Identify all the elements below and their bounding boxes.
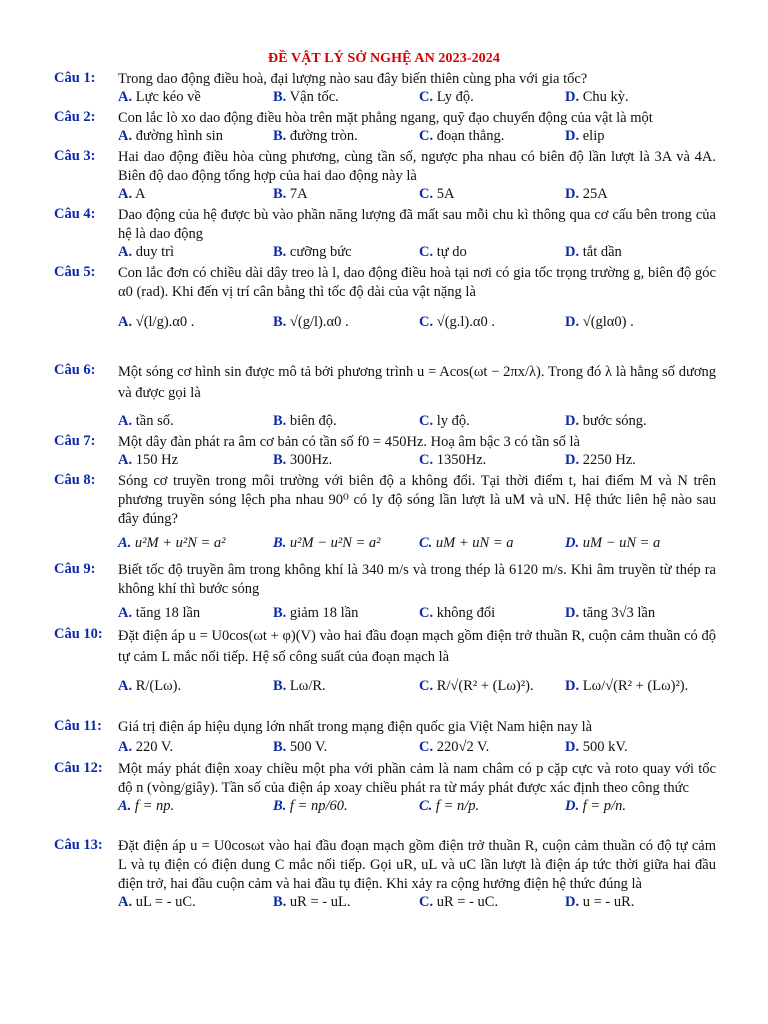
option-a: A. u²M + u²N = a² bbox=[118, 535, 226, 551]
question-stem: Một máy phát điện xoay chiều một pha với phần cảm là nam châm có p cặp cực và roto quay với tốc độ n (vòng/giây). Tần số của điện áp xoay chiều phát ra từ máy phát được xác định theo công thức bbox=[118, 761, 716, 796]
question-5 bbox=[54, 264, 716, 346]
question-12 bbox=[54, 760, 716, 817]
question-number: Câu 1: bbox=[54, 70, 96, 86]
options-row bbox=[118, 452, 716, 471]
option-b: B. f = np/60. bbox=[273, 798, 348, 814]
option-c: C. Ly độ. bbox=[419, 89, 474, 105]
options-row bbox=[118, 186, 716, 205]
option-c: C. R/√(R² + (Lω)²). bbox=[419, 678, 534, 694]
option-a: A. duy trì bbox=[118, 244, 174, 260]
option-a: A. A bbox=[118, 186, 146, 202]
option-b: B. 500 V. bbox=[273, 739, 328, 755]
question-6 bbox=[54, 362, 716, 432]
option-d: D. elip bbox=[565, 128, 605, 144]
question-stem: Con lắc lò xo dao động điều hòa trên mặt phẳng ngang, quỹ đạo chuyển động của vật là một bbox=[118, 110, 653, 126]
option-b: B. u²M − u²N = a² bbox=[273, 535, 381, 551]
options-row bbox=[118, 89, 716, 108]
question-number: Câu 9: bbox=[54, 561, 96, 577]
option-d: D. √(glα0) . bbox=[565, 314, 634, 330]
question-number: Câu 7: bbox=[54, 433, 96, 449]
question-number: Câu 2: bbox=[54, 109, 96, 125]
options-row bbox=[118, 244, 716, 263]
question-number: Câu 11: bbox=[54, 718, 102, 734]
option-d: D. tăng 3√3 lần bbox=[565, 605, 656, 621]
option-d: D. f = p/n. bbox=[565, 798, 626, 814]
options-row bbox=[118, 739, 716, 758]
option-d: D. 500 kV. bbox=[565, 739, 628, 755]
option-b: B. giảm 18 lần bbox=[273, 605, 359, 621]
option-c: C. uM + uN = a bbox=[419, 535, 514, 551]
question-4 bbox=[54, 206, 716, 263]
option-c: C. tự do bbox=[419, 244, 467, 260]
option-b: B. Vận tốc. bbox=[273, 89, 339, 105]
option-c: C. 1350Hz. bbox=[419, 452, 487, 468]
options-row bbox=[118, 535, 716, 554]
option-d: D. Chu kỳ. bbox=[565, 89, 629, 105]
option-a: A. Lực kéo về bbox=[118, 89, 201, 105]
question-1 bbox=[54, 70, 716, 108]
question-stem: Một sóng cơ hình sin được mô tả bởi phương trình u = Acos(ωt − 2πx/λ). Trong đó λ là hằng số dương và được gọi là bbox=[118, 364, 716, 401]
option-c: C. đoạn thẳng. bbox=[419, 128, 505, 144]
question-stem: Trong dao động điều hoà, đại lượng nào sau đây biến thiên cùng pha với gia tốc? bbox=[118, 71, 588, 87]
option-a: A. uL = - uC. bbox=[118, 894, 196, 910]
question-number: Câu 5: bbox=[54, 264, 96, 280]
question-stem: Biết tốc độ truyền âm trong không khí là 340 m/s và trong thép là 6120 m/s. Khi âm truyền từ thép ra không khí thì bước sóng bbox=[118, 562, 716, 597]
option-b: B. biên độ. bbox=[273, 413, 337, 429]
option-d: D. Lω/√(R² + (Lω)²). bbox=[565, 678, 689, 694]
option-d: D. 2250 Hz. bbox=[565, 452, 636, 468]
question-8 bbox=[54, 472, 716, 554]
option-a: A. đường hình sin bbox=[118, 128, 223, 144]
option-a: A. tần số. bbox=[118, 413, 174, 429]
option-b: B. đường tròn. bbox=[273, 128, 358, 144]
exam-title: ĐỀ VẬT LÝ SỞ NGHỆ AN 2023-2024 bbox=[268, 51, 500, 66]
options-row bbox=[118, 605, 716, 624]
options-row bbox=[118, 894, 716, 913]
option-a: A. tăng 18 lần bbox=[118, 605, 201, 621]
question-2 bbox=[54, 109, 716, 147]
question-11 bbox=[54, 718, 716, 758]
option-d: D. 25A bbox=[565, 186, 608, 202]
question-stem: Sóng cơ truyền trong môi trường với biên độ a không đổi. Tại thời điểm t, hai điểm M và N trên phương truyền sóng lệch pha nhau 90⁰ có ly độ sóng lần lượt là uM và uN. Hệ thức liên hệ nào sau đây đúng? bbox=[118, 473, 716, 527]
question-number: Câu 8: bbox=[54, 472, 96, 488]
question-stem: Hai dao động điều hòa cùng phương, cùng tần số, ngược pha nhau có biên độ lần lượt là 3A và 4A. Biên độ dao động tổng hợp của hai dao động này là bbox=[118, 149, 716, 184]
option-a: A. 220 V. bbox=[118, 739, 174, 755]
options-row bbox=[118, 128, 716, 147]
option-c: C. không đổi bbox=[419, 605, 496, 621]
option-d: D. u = - uR. bbox=[565, 894, 635, 910]
option-b: B. √(g/l).α0 . bbox=[273, 314, 349, 330]
question-stem: Đặt điện áp u = U0cos(ωt + φ)(V) vào hai đầu đoạn mạch gồm điện trở thuần R, cuộn cảm thuần có độ tự cảm L mắc nối tiếp. Hệ số công suất của đoạn mạch là bbox=[118, 628, 716, 665]
option-b: B. 7A bbox=[273, 186, 308, 202]
question-3 bbox=[54, 148, 716, 205]
options-row bbox=[118, 798, 716, 817]
option-c: C. 220√2 V. bbox=[419, 739, 490, 755]
question-stem: Đặt điện áp u = U0cosωt vào hai đầu đoạn mạch gồm điện trở thuần R, cuộn cảm thuần có độ tự cảm L và tụ điện có điện dung C mắc nối tiếp. Gọi uR, uL và uC lần lượt là điện áp tức thời giữa hai đầu điện trở, hai đầu cuộn cảm và hai đầu tụ điện. Khi xảy ra cộng hưởng điện hệ thức đúng là bbox=[118, 838, 716, 892]
option-c: C. uR = - uC. bbox=[419, 894, 499, 910]
option-d: D. uM − uN = a bbox=[565, 535, 661, 551]
options-row bbox=[118, 413, 716, 432]
option-b: B. 300Hz. bbox=[273, 452, 333, 468]
options-row bbox=[118, 672, 716, 710]
question-stem: Giá trị điện áp hiệu dụng lớn nhất trong mạng điện quốc gia Việt Nam hiện nay là bbox=[118, 719, 593, 735]
question-number: Câu 10: bbox=[54, 626, 103, 642]
option-c: C. ly độ. bbox=[419, 413, 470, 429]
option-a: A. R/(Lω). bbox=[118, 678, 182, 694]
option-b: B. Lω/R. bbox=[273, 678, 326, 694]
options-row bbox=[118, 308, 716, 346]
option-a: A. f = np. bbox=[118, 798, 175, 814]
question-stem: Một dây đàn phát ra âm cơ bản có tần số f0 = 450Hz. Hoạ âm bậc 3 có tần số là bbox=[118, 434, 580, 450]
question-7 bbox=[54, 433, 716, 471]
question-13 bbox=[54, 837, 716, 913]
question-number: Câu 3: bbox=[54, 148, 96, 164]
option-c: C. √(g.l).α0 . bbox=[419, 314, 495, 330]
option-a: A. √(l/g).α0 . bbox=[118, 314, 195, 330]
question-stem: Dao động của hệ được bù vào phần năng lượng đã mất sau mỗi chu kì thông qua cơ cấu bên trong của hệ là dao động bbox=[118, 207, 716, 242]
question-10 bbox=[54, 626, 716, 710]
option-b: B. cưỡng bức bbox=[273, 244, 352, 260]
question-9 bbox=[54, 561, 716, 624]
question-stem: Con lắc đơn có chiều dài dây treo là l, dao động điều hoà tại nơi có gia tốc trọng trường g, biên độ góc α0 (rad). Khi đến vị trí cân bằng thì tốc độ dài của vật nặng là bbox=[118, 265, 716, 300]
option-d: D. bước sóng. bbox=[565, 413, 647, 429]
option-d: D. tắt dần bbox=[565, 244, 622, 260]
question-number: Câu 13: bbox=[54, 837, 103, 853]
question-number: Câu 6: bbox=[54, 362, 96, 378]
question-number: Câu 4: bbox=[54, 206, 96, 222]
option-c: C. f = n/p. bbox=[419, 798, 480, 814]
option-a: A. 150 Hz bbox=[118, 452, 179, 468]
question-number: Câu 12: bbox=[54, 760, 103, 776]
option-b: B. uR = - uL. bbox=[273, 894, 351, 910]
option-c: C. 5A bbox=[419, 186, 455, 202]
